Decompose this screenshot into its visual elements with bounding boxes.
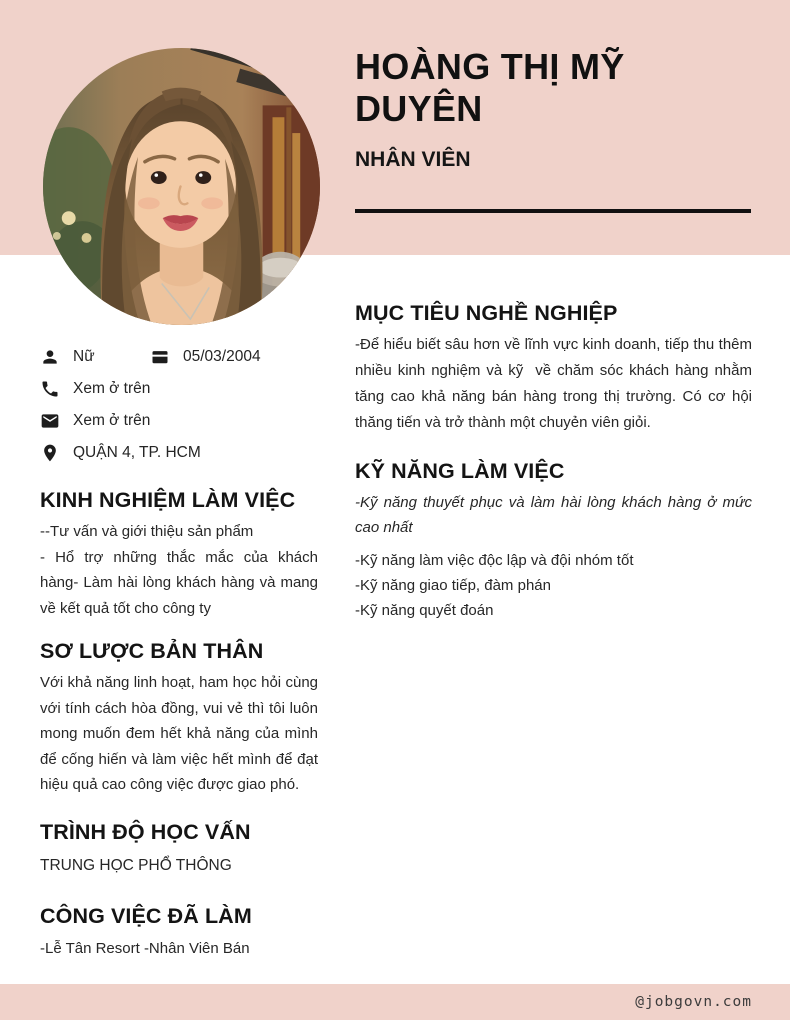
section-heading-jobs: CÔNG VIỆC ĐÃ LÀM <box>40 904 252 928</box>
section-heading-skills: KỸ NĂNG LÀM VIỆC <box>355 459 565 483</box>
left-column <box>40 341 318 962</box>
section-heading-objective: MỤC TIÊU NGHỀ NGHIỆP <box>355 301 618 325</box>
experience-line1: --Tư vấn và giới thiệu sản phẩm <box>40 523 254 540</box>
gender-value: Nữ <box>73 348 95 365</box>
footer-band <box>0 984 790 1020</box>
email-icon <box>40 411 60 431</box>
profile-photo-illustration <box>43 48 320 325</box>
calendar-icon <box>150 347 170 367</box>
info-address <box>40 443 201 463</box>
candidate-name: HOÀNG THỊ MỸ DUYÊN <box>355 46 625 129</box>
phone-value: Xem ở trên <box>73 380 151 397</box>
info-email <box>40 411 150 431</box>
info-row-address <box>40 437 318 469</box>
header-divider <box>355 209 751 213</box>
right-column <box>355 300 752 623</box>
skill-item: -Kỹ năng làm việc độc lập và đội nhóm tốt <box>355 552 634 569</box>
objective-paragraph: -Để hiểu biết sâu hơn về lĩnh vực kinh doanh, tiếp thu thêm nhiều kinh nghiệm và kỹ về chăm sóc khách hàng nhằm tăng cao khả năng bán hàng trong thị trường. Có cơ hội thăng tiến và trở thành một chuyẻn viên giỏi. <box>355 336 752 431</box>
candidate-job-title: NHÂN VIÊN <box>355 148 471 171</box>
header-block <box>355 46 752 213</box>
section-heading-experience: KINH NGHIỆM LÀM VIỆC <box>40 488 296 512</box>
education-value: TRUNG HỌC PHỔ THÔNG <box>40 856 232 874</box>
location-pin-icon <box>40 443 60 463</box>
skill-item: -Kỹ năng quyết đoán <box>355 602 494 619</box>
skill-list <box>355 548 752 623</box>
experience-paragraph: - Hổ trợ những thắc mắc của khách hàng- Làm hài lòng khách hàng và mang về kết quả tốt cho công ty <box>40 548 318 617</box>
phone-icon <box>40 379 60 399</box>
info-row-phone <box>40 373 318 405</box>
info-gender <box>40 347 150 367</box>
about-paragraph: Với khả năng linh hoạt, ham học hỏi cùng với tính cách hòa đồng, vui vẻ thì tôi luôn mong muốn đem hết khả năng của mình để cống hiến và làm việc hết mình để đạt hiệu quả cao công việc được giao phó. <box>40 674 318 793</box>
profile-photo <box>43 48 320 325</box>
skill-item-italic: -Kỹ năng thuyết phục và làm hài lòng khách hàng ở mức cao nhất <box>355 494 752 536</box>
jobs-value: -Lễ Tân Resort -Nhân Viên Bán <box>40 940 250 957</box>
email-value: Xem ở trên <box>73 412 151 429</box>
info-phone <box>40 379 150 399</box>
section-heading-about: SƠ LƯỢC BẢN THÂN <box>40 639 264 663</box>
address-value: QUẬN 4, TP. HCM <box>73 444 201 461</box>
person-icon <box>40 347 60 367</box>
skill-item: -Kỹ năng giao tiếp, đàm phán <box>355 577 551 594</box>
info-row-gender-dob <box>40 341 318 373</box>
info-row-email <box>40 405 318 437</box>
info-dob <box>150 347 261 367</box>
dob-value: 05/03/2004 <box>183 348 261 365</box>
section-heading-education: TRÌNH ĐỘ HỌC VẤN <box>40 819 251 844</box>
watermark-text: @jobgovn.com <box>635 994 752 1010</box>
